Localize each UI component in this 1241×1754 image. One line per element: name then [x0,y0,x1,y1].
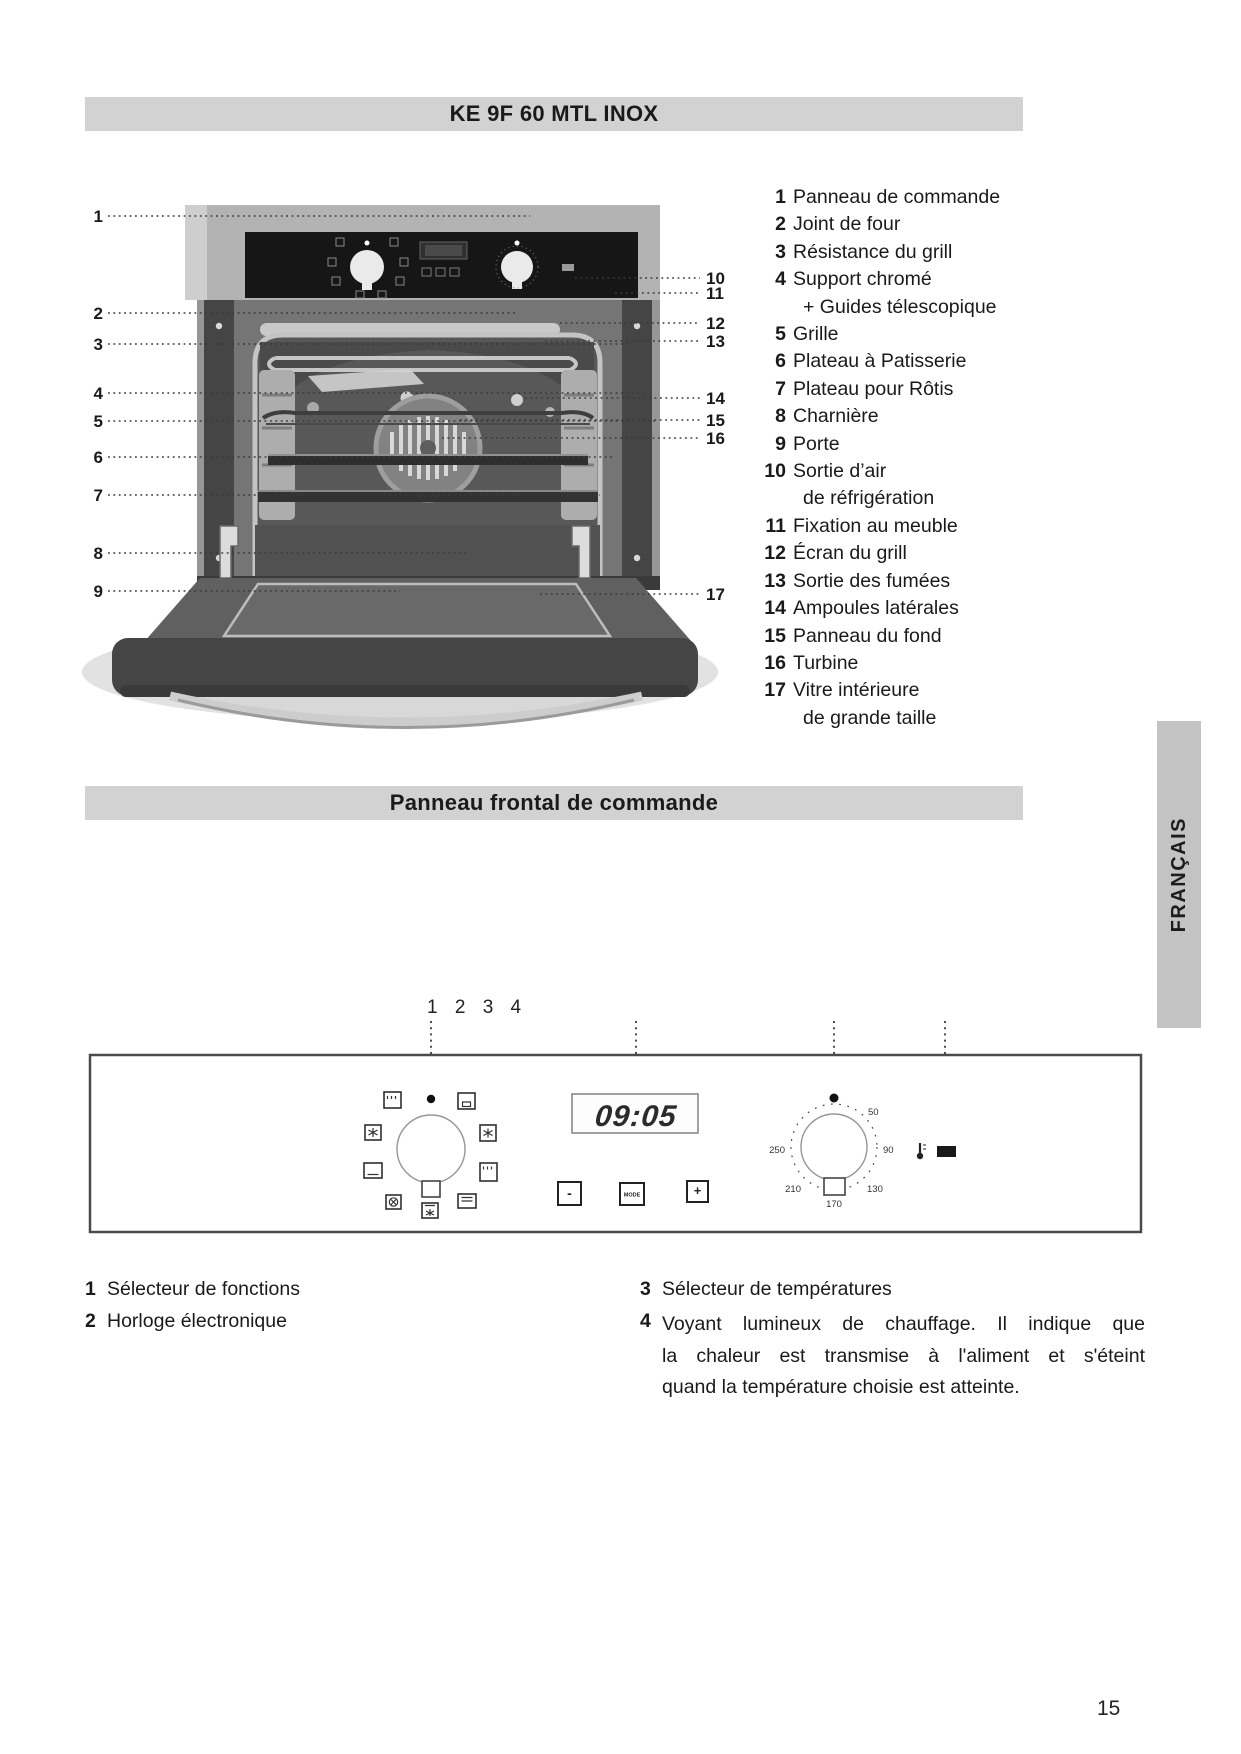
parts-legend [742,184,1092,732]
oven-callout-number-16: 16 [706,429,725,448]
mode-button-label: MODE [623,1192,641,1199]
temp-mark-170: 170 [826,1199,842,1210]
model-title-bar [85,97,1023,131]
knob-pointer [422,1181,440,1197]
control-panel-diagram [85,985,1145,1235]
section-title-bar [85,786,1023,820]
legend-item: 3 Résistance du grill [775,240,953,263]
oven-callout-number-11: 11 [706,284,724,303]
panel-legend-item-3: 3 Sélecteur de températures [640,1278,892,1300]
heating-indicator-light [937,1146,956,1157]
legend-item: 10 Sortie d’air [764,460,887,483]
oven-callout-number-13: 13 [706,332,725,351]
knob-dot [830,1094,839,1103]
knob-dot [427,1095,435,1103]
legend-item-continuation: + Guides télescopique [803,295,997,318]
legend-item-continuation: de réfrigération [803,487,935,510]
oven-callout-number-5: 5 [93,412,103,431]
legend-item: 8 Charnière [775,405,879,428]
page-number: 15 [1097,1697,1121,1720]
legend-item: 17 Vitre intérieure [764,679,920,702]
model-title: KE 9F 60 MTL INOX [449,101,659,126]
language-tab-label: FRANÇAIS [1167,816,1190,933]
oven-callout-number-9: 9 [93,582,103,601]
legend-item: 7 Plateau pour Rôtis [775,377,954,400]
panel-callout-numbers: 1 2 3 4 [427,997,528,1018]
oven-callout-number-12: 12 [706,314,725,333]
oven-callout-number-4: 4 [93,384,103,403]
oven-illustration [112,205,698,728]
legend-item: 11 Fixation au meuble [765,514,958,537]
knob-pointer [824,1178,845,1195]
legend-4-line-3: quand la température choisie est atteinte. [662,1376,1020,1398]
temp-mark-250: 250 [769,1145,785,1156]
temp-mark-50: 50 [868,1107,879,1118]
legend-item: 15 Panneau du fond [764,624,942,647]
legend-item: 5 Grille [775,323,839,346]
panel-legend-item-4: 4 Voyant lumineux de chauffage. Il indique que la chaleur est transmise à l'aliment et s'éteint quand la température choisie est atteinte. [640,1309,1146,1404]
roast-tray [258,490,598,502]
section-title: Panneau frontal de commande [389,790,719,815]
mini-function-knob [350,250,384,284]
clock-time: 09:05 [593,1100,679,1133]
legend-item-continuation: de grande taille [803,706,937,729]
legend-item: 1 Panneau de commande [775,186,1001,208]
oven-callout-number-14: 14 [706,389,725,408]
legend-item: 6 Plateau à Patisserie [775,350,967,373]
oven-callout-number-17: 17 [706,585,725,604]
legend-item: 2 Joint de four [775,213,901,236]
legend-item: 13 Sortie des fumées [764,569,951,592]
oven-callout-number-3: 3 [93,335,103,354]
legend-4-line-1: Voyant lumineux de chauffage. Il indique que [662,1313,1145,1335]
language-tab [1157,721,1201,1028]
legend-item: 9 Porte [775,432,840,455]
panel-legend-item-1: 1 Sélecteur de fonctions [85,1278,300,1300]
legend-4-line-2: la chaleur est transmise à l'aliment et s'éteint [662,1344,1145,1367]
legend-item: 16 Turbine [764,651,859,674]
oven-callout-number-15: 15 [706,411,725,430]
side-lamp [511,394,523,406]
plus-button-label: + [693,1183,702,1198]
temp-mark-90: 90 [883,1145,894,1156]
legend-item: 12 Écran du grill [764,542,907,565]
legend-item: 14 Ampoules latérales [764,597,959,620]
oven-diagram [70,180,740,780]
minus-button-label: - [567,1185,572,1201]
oven-callout-number-2: 2 [93,304,103,323]
panel-outline [90,1055,1141,1232]
oven-callout-number-10: 10 [706,269,725,288]
oven-callout-number-1: 1 [93,207,103,226]
legend-item: 4 Support chromé [775,268,932,291]
oven-callout-number-6: 6 [93,448,103,467]
oven-callout-number-8: 8 [93,544,103,563]
panel-legend-item-2: 2 Horloge électronique [85,1310,287,1332]
temp-mark-130: 130 [867,1184,883,1195]
mini-temperature-knob [501,251,533,283]
temp-mark-210: 210 [785,1184,801,1195]
pastry-tray [268,454,588,465]
oven-callout-number-7: 7 [93,486,103,505]
